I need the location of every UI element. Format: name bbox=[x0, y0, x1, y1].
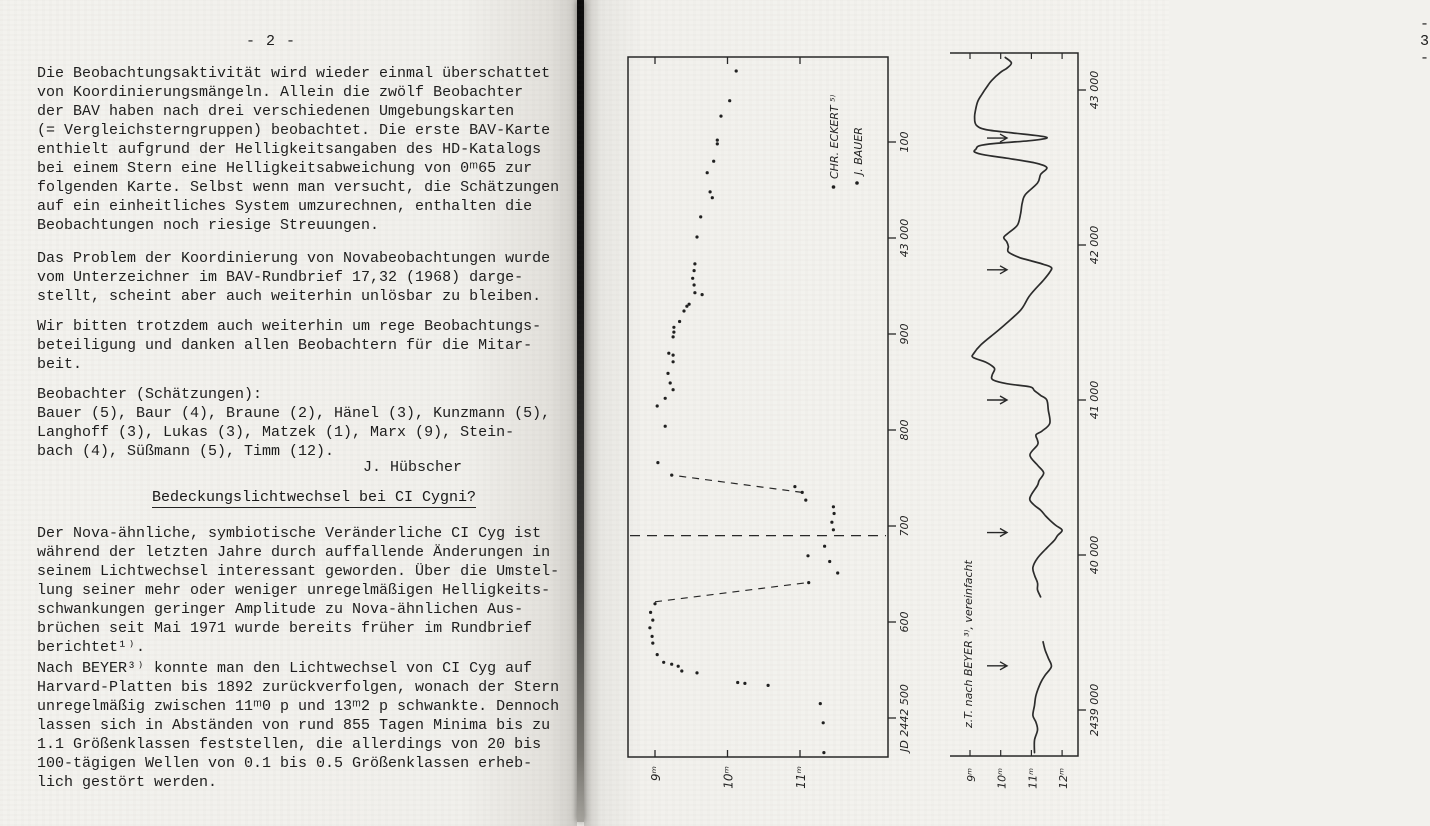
scatter-point bbox=[693, 291, 696, 294]
text-line: Bauer (5), Baur (4), Braune (2), Hänel (3), Kunzmann (5), bbox=[37, 405, 551, 422]
magnitude-tick-label: 12ᵐ bbox=[1057, 768, 1071, 789]
scatter-point bbox=[667, 352, 670, 355]
text-line: Das Problem der Koordinierung von Novabeobachtungen wurde bbox=[37, 250, 551, 267]
scatter-point bbox=[736, 681, 739, 684]
scatter-point bbox=[651, 642, 654, 645]
scatter-point bbox=[701, 293, 704, 296]
text-line: stellt, scheint aber auch weiterhin unlösbar zu bleiben. bbox=[37, 288, 542, 305]
time-tick-label: 600 bbox=[898, 611, 911, 633]
scatter-point bbox=[672, 326, 675, 329]
text-line: lung seiner mehr oder weniger unregelmäßigen Helligkeits- bbox=[37, 582, 551, 599]
source-label: z.T. nach BEYER ³⁾, vereinfacht bbox=[962, 560, 975, 728]
text-line: lich gestört werden. bbox=[37, 774, 218, 791]
time-tick-label: 40 000 bbox=[1088, 535, 1101, 575]
scatter-point bbox=[823, 545, 826, 548]
scatter-point bbox=[666, 372, 669, 375]
scatter-point bbox=[822, 721, 825, 724]
text-line: bei einem Stern eine Helligkeitsabweichung von 0ᵐ65 zur bbox=[37, 160, 533, 177]
chart-frame bbox=[628, 57, 888, 757]
scatter-point bbox=[833, 512, 836, 515]
text-line: Harvard-Platten bis 1892 zurückverfolgen, wonach der Stern bbox=[37, 679, 560, 696]
scatter-point bbox=[719, 115, 722, 118]
scatter-point bbox=[693, 269, 696, 272]
scatter-point bbox=[830, 521, 833, 524]
scatter-point bbox=[709, 190, 712, 193]
text-line: enthielt aufgrund der Helligkeitsangaben des HD-Katalogs bbox=[37, 141, 542, 158]
scatter-point bbox=[832, 505, 835, 508]
time-tick-label: 43 000 bbox=[898, 218, 911, 258]
scatter-point bbox=[767, 684, 770, 687]
page-number-right: - 3 - bbox=[1420, 16, 1430, 67]
text-line: Wir bitten trotzdem auch weiterhin um rege Beobachtungs- bbox=[37, 318, 542, 335]
scatter-point bbox=[735, 69, 738, 72]
text-line: von Koordinierungsmängeln. Allein die zwölf Beobachter bbox=[37, 84, 524, 101]
text-line: beit. bbox=[37, 356, 83, 373]
time-tick-label: 700 bbox=[898, 515, 911, 537]
scatter-point bbox=[656, 653, 659, 656]
scatter-point bbox=[819, 702, 822, 705]
scatter-point bbox=[691, 277, 694, 280]
text-line: Langhoff (3), Lukas (3), Matzek (1), Marx (9), Stein- bbox=[37, 424, 515, 441]
scatter-point bbox=[677, 665, 680, 668]
scatter-point bbox=[822, 751, 825, 754]
magnitude-tick-label: 10ᵐ bbox=[995, 767, 1009, 789]
text-line: Der Nova-ähnliche, symbiotische Veränderliche CI Cyg ist bbox=[37, 525, 542, 542]
scatter-point bbox=[716, 142, 719, 145]
scatter-point bbox=[664, 397, 667, 400]
time-tick-label: 900 bbox=[898, 323, 911, 345]
scatter-point bbox=[653, 602, 656, 605]
scatter-point bbox=[672, 360, 675, 363]
legend-label: CHR. ECKERT ⁵⁾ bbox=[828, 94, 841, 179]
text-line: schwankungen geringer Amplitude zu Nova-ähnlichen Aus- bbox=[37, 601, 524, 618]
text-line: Beobachter (Schätzungen): bbox=[37, 386, 263, 403]
text-line: der BAV haben nach drei verschiedenen Umgebungskarten bbox=[37, 103, 515, 120]
text-line: brüchen seit Mai 1971 wurde bereits früher im Rundbrief bbox=[37, 620, 533, 637]
scatter-point bbox=[804, 499, 807, 502]
time-tick-label: 100 bbox=[898, 131, 911, 153]
magnitude-tick-label: 11ᵐ bbox=[794, 766, 808, 789]
text-line: 100-tägigen Wellen von 0.1 bis 0.5 Größenklassen erheb- bbox=[37, 755, 533, 772]
text-line: lassen sich in Abständen von rund 855 Tagen Minima bis zu bbox=[37, 717, 551, 734]
scatter-point bbox=[670, 474, 673, 477]
magnitude-tick-label: 10ᵐ bbox=[721, 766, 736, 789]
text-line: 1.1 Größenklassen feststellen, die allerdings von 20 bis bbox=[37, 736, 542, 753]
text-line: Beobachtungen noch riesige Streuungen. bbox=[37, 217, 380, 234]
scatter-point bbox=[672, 388, 675, 391]
scatter-point bbox=[712, 160, 715, 163]
text-line: (= Vergleichsterngruppen) beobachtet. Die erste BAV-Karte bbox=[37, 122, 551, 139]
scatter-point bbox=[706, 171, 709, 174]
text-line: auf ein einheitliches System umzurechnen, enthalten die bbox=[37, 198, 533, 215]
scatter-point bbox=[664, 425, 667, 428]
legend-dot bbox=[832, 185, 836, 189]
text-line: berichtet¹⁾. bbox=[37, 639, 146, 656]
time-tick-label: 800 bbox=[898, 419, 911, 441]
time-tick-label: 42 000 bbox=[1088, 225, 1101, 265]
time-tick-label: JD 2442 500 bbox=[898, 684, 911, 752]
magnitude-tick-label: 9ᵐ bbox=[965, 768, 978, 782]
scatter-point bbox=[649, 611, 652, 614]
scatter-point bbox=[693, 262, 696, 265]
legend-dot bbox=[855, 181, 859, 185]
signature: J. Hübscher bbox=[363, 459, 463, 476]
text-line: beteiligung und danken allen Beobachtern für die Mitar- bbox=[37, 337, 533, 354]
scatter-point bbox=[836, 571, 839, 574]
scatter-point bbox=[682, 309, 685, 312]
scatter-point bbox=[670, 663, 673, 666]
text-line: unregelmäßig zwischen 11ᵐ0 p und 13ᵐ2 p schwankte. Dennoch bbox=[37, 698, 560, 715]
scatter-point bbox=[678, 320, 681, 323]
scatter-point bbox=[832, 528, 835, 531]
scatter-point bbox=[806, 554, 809, 557]
scatter-point bbox=[695, 671, 698, 674]
time-tick-label: 2439 000 bbox=[1088, 683, 1101, 737]
scatter-point bbox=[672, 331, 675, 334]
scatter-point bbox=[807, 581, 810, 584]
scatter-point bbox=[711, 196, 714, 199]
scatter-point bbox=[680, 669, 683, 672]
time-tick-label: 43 000 bbox=[1088, 70, 1101, 110]
text-line: Die Beobachtungsaktivität wird wieder einmal überschattet bbox=[37, 65, 551, 82]
magnitude-tick-label: 11ᵐ bbox=[1026, 768, 1040, 789]
scatter-point bbox=[828, 560, 831, 563]
legend-label: J. BAUER bbox=[852, 127, 865, 175]
scatter-point bbox=[648, 626, 651, 629]
text-line: während der letzten Jahre durch auffallende Änderungen in bbox=[37, 544, 551, 561]
scatter-point bbox=[695, 235, 698, 238]
text-line: Nach BEYER³⁾ konnte man den Lichtwechsel von CI Cyg auf bbox=[37, 660, 533, 677]
scatter-point bbox=[716, 139, 719, 142]
scatter-point bbox=[669, 381, 672, 384]
dashed-connector bbox=[672, 475, 803, 492]
scatter-point bbox=[651, 635, 654, 638]
magnitude-tick-label: 9ᵐ bbox=[649, 766, 663, 782]
scatter-point bbox=[672, 354, 675, 357]
page-number-left: - 2 - bbox=[246, 33, 297, 50]
scatter-point bbox=[801, 491, 804, 494]
light-curve-path bbox=[972, 57, 1062, 596]
scatter-point bbox=[651, 619, 654, 622]
scatter-point bbox=[793, 485, 796, 488]
section-heading: Bedeckungslichtwechsel bei CI Cygni? bbox=[152, 489, 477, 506]
scatter-point bbox=[672, 335, 675, 338]
text-line: vom Unterzeichner im BAV-Rundbrief 17,32 (1968) darge- bbox=[37, 269, 524, 286]
scatter-point bbox=[662, 661, 665, 664]
scatter-point bbox=[693, 283, 696, 286]
scatter-point bbox=[728, 99, 731, 102]
dashed-connector bbox=[655, 583, 807, 602]
scatter-point bbox=[656, 461, 659, 464]
time-tick-label: 41 000 bbox=[1088, 380, 1101, 420]
text-line: bach (4), Süßmann (5), Timm (12). bbox=[37, 443, 335, 460]
scatter-point bbox=[699, 215, 702, 218]
text-line: seinem Lichtwechsel interessant geworden. Über die Umstel- bbox=[37, 563, 560, 580]
scatter-point bbox=[656, 404, 659, 407]
scatter-point bbox=[743, 682, 746, 685]
light-curve-path bbox=[1033, 642, 1052, 753]
scatter-point bbox=[688, 303, 691, 306]
text-line: folgenden Karte. Selbst wenn man versucht, die Schätzungen bbox=[37, 179, 560, 196]
